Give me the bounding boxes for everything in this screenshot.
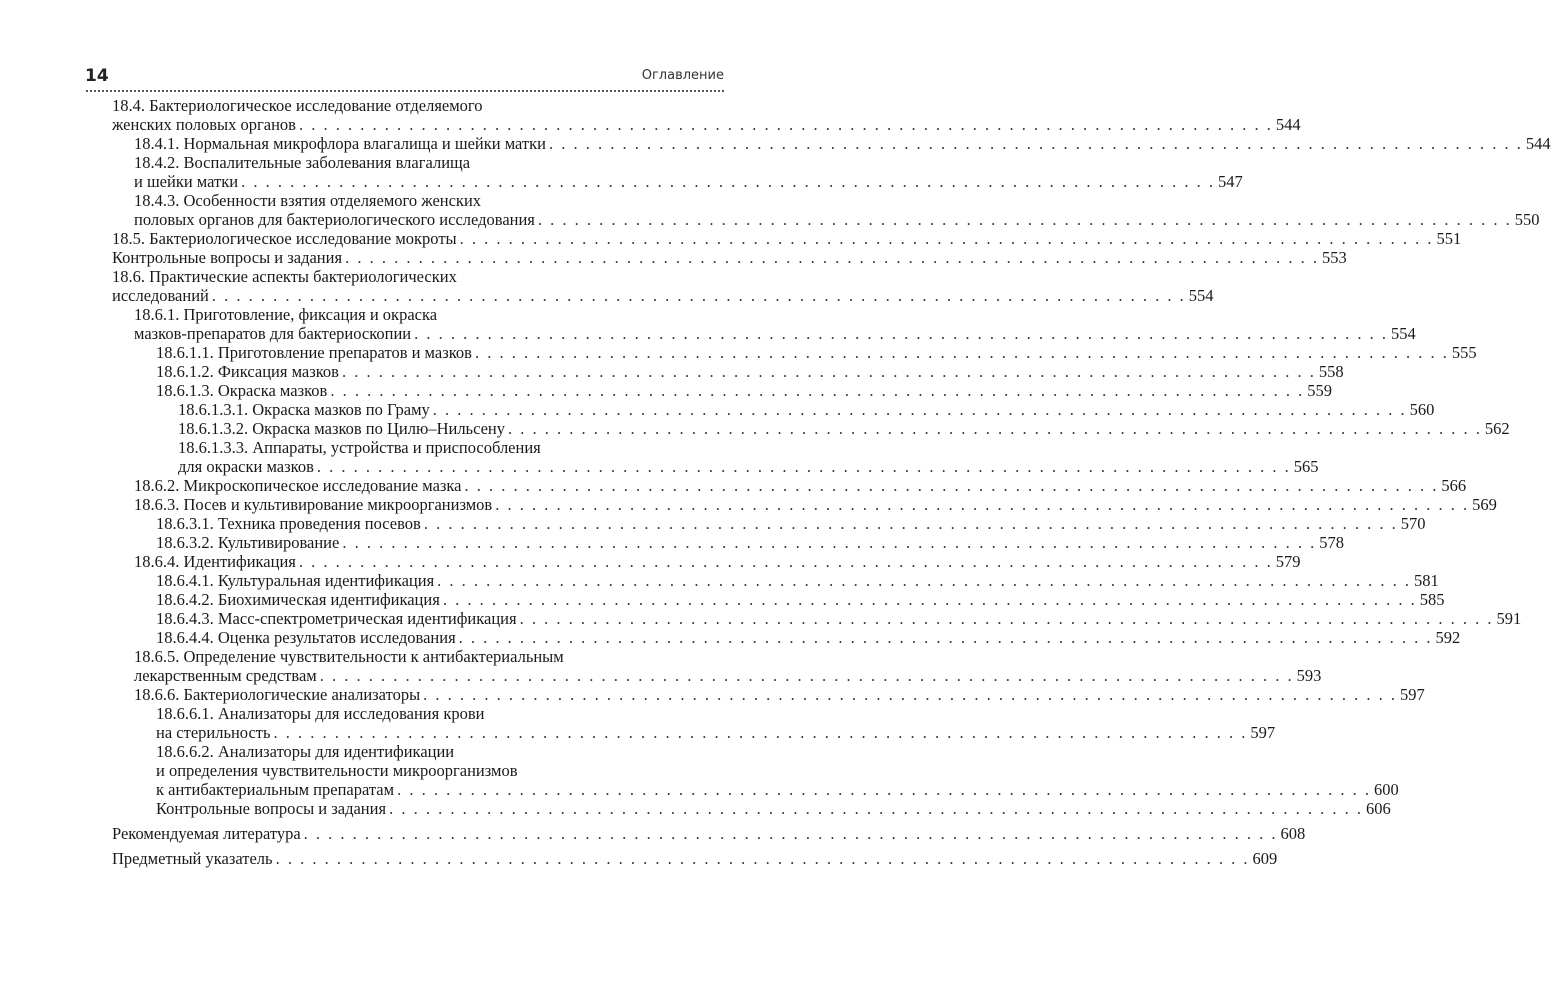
dot-leader: . . . . . . . . . . . . . . . . . . . . . . . . . . . . . . . . . . . . . . . . . . . . . . . . . . . . . . . . . . . . . . . . . . . . . . . . . . . . . . . .	[319, 666, 1294, 685]
toc-entry[interactable]	[112, 305, 1416, 343]
toc-entry-last-line	[112, 571, 1439, 590]
dot-leader: . . . . . . . . . . . . . . . . . . . . . . . . . . . . . . . . . . . . . . . . . . . . . . . . . . . . . . . . . . . . . . . . . . . . . . . . . . . . . . . .	[459, 229, 1434, 248]
toc-page-number: 578	[1319, 533, 1344, 552]
toc-entry[interactable]	[112, 229, 1462, 248]
toc-entry-last-line	[112, 172, 1243, 191]
toc-page-number: 609	[1252, 849, 1278, 868]
toc-page-number: 551	[1436, 229, 1462, 248]
toc-entry-title: 18.6.4.3. Масс-спектрометрическая идентификация	[156, 609, 517, 628]
toc-entry-title: 18.6.4. Идентификация	[134, 552, 296, 571]
toc-entry[interactable]	[112, 362, 1344, 381]
toc-entry-line: 18.4.2. Воспалительные заболевания влагалища	[134, 153, 471, 172]
toc-entry-title: 18.6.1.2. Фиксация мазков	[156, 362, 339, 381]
dot-leader: . . . . . . . . . . . . . . . . . . . . . . . . . . . . . . . . . . . . . . . . . . . . . . . . . . . . . . . . . . . . . . . . . . . . . . . . . . . . . . . .	[423, 685, 1398, 704]
toc-entry[interactable]	[112, 495, 1497, 514]
dot-leader: . . . . . . . . . . . . . . . . . . . . . . . . . . . . . . . . . . . . . . . . . . . . . . . . . . . . . . . . . . . . . . . . . . . . . . . . . . . . . . . .	[341, 362, 1316, 381]
toc-entry-title: 18.6.3.2. Культивирование	[156, 533, 340, 552]
toc-entry-title: для окраски мазков	[178, 457, 314, 476]
dot-leader: . . . . . . . . . . . . . . . . . . . . . . . . . . . . . . . . . . . . . . . . . . . . . . . . . . . . . . . . . . . . . . . . . . . . . . . . . . . . . . . .	[519, 609, 1494, 628]
toc-entry-line: 18.6.6.2. Анализаторы для идентификации	[156, 742, 455, 761]
toc-entry-title: 18.6.6. Бактериологические анализаторы	[134, 685, 421, 704]
dot-leader: . . . . . . . . . . . . . . . . . . . . . . . . . . . . . . . . . . . . . . . . . . . . . . . . . . . . . . . . . . . . . . . . . . . . . . . . . . . . . . . .	[495, 495, 1470, 514]
toc-page-number: 591	[1496, 609, 1522, 628]
toc-page-number: 579	[1275, 552, 1301, 571]
toc-entry[interactable]	[112, 248, 1347, 267]
toc-entry[interactable]	[112, 552, 1301, 571]
toc-page-number: 566	[1441, 476, 1467, 495]
toc-entry[interactable]	[112, 419, 1510, 438]
toc-entry-line: 18.6.1.3.3. Аппараты, устройства и приспособления	[178, 438, 541, 457]
toc-page-number: 606	[1365, 799, 1391, 818]
dot-leader: . . . . . . . . . . . . . . . . . . . . . . . . . . . . . . . . . . . . . . . . . . . . . . . . . . . . . . . . . . . . . . . . . . . . . . . . . . . . . . . .	[389, 799, 1363, 818]
toc-entry-title: 18.6.1.3. Окраска мазков	[156, 381, 328, 400]
toc-entry[interactable]	[112, 400, 1435, 419]
toc-entry-last-line	[112, 286, 1214, 305]
toc-entry-line: 18.4. Бактериологическое исследование отделяемого	[112, 96, 483, 115]
toc-entry-title: лекарственным средствам	[134, 666, 317, 685]
toc-entry[interactable]	[112, 134, 1551, 153]
toc-entry-last-line	[112, 799, 1391, 818]
dot-leader: . . . . . . . . . . . . . . . . . . . . . . . . . . . . . . . . . . . . . . . . . . . . . . . . . . . . . . . . . . . . . . . . . . . . . . . . . . . . . . . .	[464, 476, 1439, 495]
toc-entry[interactable]	[112, 571, 1439, 590]
toc-entry[interactable]	[112, 514, 1426, 533]
toc-page-number: 600	[1373, 780, 1399, 799]
dot-leader: . . . . . . . . . . . . . . . . . . . . . . . . . . . . . . . . . . . . . . . . . . . . . . . . . . . . . . . . . . . . . . . . . . . . . . . . . . . . . . . .	[458, 628, 1433, 647]
dot-leader: . . . . . . . . . . . . . . . . . . . . . . . . . . . . . . . . . . . . . . . . . . . . . . . . . . . . . . . . . . . . . . . . . . . . . . . . . . . . . . . .	[298, 115, 1273, 134]
toc-entry[interactable]	[112, 609, 1522, 628]
toc-entry-last-line	[112, 343, 1477, 362]
toc-entry-last-line	[112, 324, 1416, 343]
toc-page-number: 550	[1514, 210, 1540, 229]
toc-page-number: 553	[1321, 248, 1347, 267]
toc-page-number: 547	[1217, 172, 1243, 191]
toc-entry-title: 18.6.4.1. Культуральная идентификация	[156, 571, 435, 590]
toc-page-number: 544	[1275, 115, 1301, 134]
dot-leader: . . . . . . . . . . . . . . . . . . . . . . . . . . . . . . . . . . . . . . . . . . . . . . . . . . . . . . . . . . . . . . . . . . . . . . . . . . . . . . . .	[397, 780, 1371, 799]
toc-entry-last-line	[112, 476, 1467, 495]
toc-entry-title: на стерильность	[156, 723, 271, 742]
toc-entry-title: и шейки матки	[134, 172, 239, 191]
toc-entry-line: 18.6.1. Приготовление, фиксация и окраска	[134, 305, 438, 324]
toc-entry[interactable]	[112, 476, 1467, 495]
toc-entry-last-line	[112, 419, 1510, 438]
toc-entry[interactable]	[112, 343, 1477, 362]
toc-entry-title: Рекомендуемая литература	[112, 824, 301, 843]
toc-entry-line: 18.6. Практические аспекты бактериологических	[112, 267, 457, 286]
dot-leader: . . . . . . . . . . . . . . . . . . . . . . . . . . . . . . . . . . . . . . . . . . . . . . . . . . . . . . . . . . . . . . . . . . . . . . . . . . . . . . . .	[275, 849, 1250, 868]
toc-entry-line: и определения чувствительности микроорганизмов	[156, 761, 518, 780]
toc-page-number: 608	[1280, 824, 1306, 843]
toc-page-number: 565	[1293, 457, 1319, 476]
toc-page-number: 562	[1484, 419, 1510, 438]
dot-leader: . . . . . . . . . . . . . . . . . . . . . . . . . . . . . . . . . . . . . . . . . . . . . . . . . . . . . . . . . . . . . . . . . . . . . . . . . . . . . . . .	[303, 824, 1278, 843]
toc-page-number: 581	[1414, 571, 1439, 590]
toc-entry-last-line	[112, 552, 1301, 571]
dot-leader: . . . . . . . . . . . . . . . . . . . . . . . . . . . . . . . . . . . . . . . . . . . . . . . . . . . . . . . . . . . . . . . . . . . . . . . . . . . . . . . .	[537, 210, 1512, 229]
toc-entry-last-line	[112, 590, 1445, 609]
toc-entry-line: 18.4.3. Особенности взятия отделяемого женских	[134, 191, 482, 210]
dot-leader: . . . . . . . . . . . . . . . . . . . . . . . . . . . . . . . . . . . . . . . . . . . . . . . . . . . . . . . . . . . . . . . . . . . . . . . . . . . . . . . .	[345, 248, 1319, 267]
toc-page-number: 592	[1435, 628, 1461, 647]
dot-leader: . . . . . . . . . . . . . . . . . . . . . . . . . . . . . . . . . . . . . . . . . . . . . . . . . . . . . . . . . . . . . . . . . . . . . . . . . . . . . . . .	[298, 552, 1273, 571]
toc-entry-last-line	[112, 685, 1425, 704]
toc-entry[interactable]	[112, 647, 1322, 685]
toc-entry-title: мазков-препаратов для бактериоскопии	[134, 324, 412, 343]
toc-page-number: 560	[1409, 400, 1435, 419]
dot-leader: . . . . . . . . . . . . . . . . . . . . . . . . . . . . . . . . . . . . . . . . . . . . . . . . . . . . . . . . . . . . . . . . . . . . . . . . . . . . . . . .	[437, 571, 1412, 590]
toc-page-number: 544	[1525, 134, 1551, 153]
toc-page-number: 554	[1391, 324, 1416, 343]
toc-entry-title: половых органов для бактериологического исследования	[134, 210, 535, 229]
running-head: Оглавление	[641, 68, 724, 83]
toc-entry-title: 18.6.4.4. Оценка результатов исследования	[156, 628, 456, 647]
toc-entry[interactable]	[112, 704, 1276, 742]
toc-entry-last-line	[112, 780, 1399, 799]
dot-leader: . . . . . . . . . . . . . . . . . . . . . . . . . . . . . . . . . . . . . . . . . . . . . . . . . . . . . . . . . . . . . . . . . . . . . . . . . . . . . . . .	[508, 419, 1482, 438]
toc-entry-title: исследований	[112, 286, 209, 305]
toc-entry[interactable]	[112, 799, 1391, 818]
toc-page-number: 559	[1307, 381, 1332, 400]
header-dotted-rule	[86, 90, 724, 92]
dot-leader: . . . . . . . . . . . . . . . . . . . . . . . . . . . . . . . . . . . . . . . . . . . . . . . . . . . . . . . . . . . . . . . . . . . . . . . . . . . . . . . .	[423, 514, 1398, 533]
toc-entry-last-line	[112, 824, 1306, 843]
toc-entry-title: женских половых органов	[112, 115, 296, 134]
toc-page-number: 597	[1400, 685, 1425, 704]
dot-leader: . . . . . . . . . . . . . . . . . . . . . . . . . . . . . . . . . . . . . . . . . . . . . . . . . . . . . . . . . . . . . . . . . . . . . . . . . . . . . . . .	[474, 343, 1449, 362]
toc-entry-last-line	[112, 849, 1278, 868]
toc-entry[interactable]	[112, 742, 1399, 799]
toc-page-number: 554	[1188, 286, 1214, 305]
toc-entry[interactable]	[112, 533, 1344, 552]
dot-leader: . . . . . . . . . . . . . . . . . . . . . . . . . . . . . . . . . . . . . . . . . . . . . . . . . . . . . . . . . . . . . . . . . . . . . . . . . . . . . . . .	[442, 590, 1417, 609]
toc-entry-last-line	[112, 248, 1347, 267]
toc-entry[interactable]	[112, 381, 1332, 400]
toc-entry-title: 18.6.1.3.1. Окраска мазков по Граму	[178, 400, 430, 419]
dot-leader: . . . . . . . . . . . . . . . . . . . . . . . . . . . . . . . . . . . . . . . . . . . . . . . . . . . . . . . . . . . . . . . . . . . . . . . . . . . . . . . .	[549, 134, 1523, 153]
toc-page-number: 569	[1472, 495, 1497, 514]
dot-leader: . . . . . . . . . . . . . . . . . . . . . . . . . . . . . . . . . . . . . . . . . . . . . . . . . . . . . . . . . . . . . . . . . . . . . . . . . . . . . . . .	[330, 381, 1305, 400]
dot-leader: . . . . . . . . . . . . . . . . . . . . . . . . . . . . . . . . . . . . . . . . . . . . . . . . . . . . . . . . . . . . . . . . . . . . . . . . . . . . . . . .	[273, 723, 1248, 742]
dot-leader: . . . . . . . . . . . . . . . . . . . . . . . . . . . . . . . . . . . . . . . . . . . . . . . . . . . . . . . . . . . . . . . . . . . . . . . . . . . . . . . .	[432, 400, 1407, 419]
toc-entry-last-line	[112, 381, 1332, 400]
toc-entry[interactable]	[112, 590, 1445, 609]
toc-page-number: 593	[1296, 666, 1322, 685]
dot-leader: . . . . . . . . . . . . . . . . . . . . . . . . . . . . . . . . . . . . . . . . . . . . . . . . . . . . . . . . . . . . . . . . . . . . . . . . . . . . . . . .	[316, 457, 1291, 476]
toc-entry-title: 18.6.2. Микроскопическое исследование мазка	[134, 476, 462, 495]
toc-entry-title: 18.6.3.1. Техника проведения посевов	[156, 514, 421, 533]
toc-entry-line: 18.6.6.1. Анализаторы для исследования крови	[156, 704, 485, 723]
toc-entry[interactable]	[112, 153, 1243, 191]
table-of-contents	[112, 96, 1551, 868]
toc-entry[interactable]	[112, 191, 1540, 229]
dot-leader: . . . . . . . . . . . . . . . . . . . . . . . . . . . . . . . . . . . . . . . . . . . . . . . . . . . . . . . . . . . . . . . . . . . . . . . . . . . . . . . .	[241, 172, 1215, 191]
toc-entry-last-line	[112, 229, 1462, 248]
toc-page-number: 558	[1318, 362, 1344, 381]
toc-page-number: 555	[1451, 343, 1477, 362]
toc-entry-last-line	[112, 362, 1344, 381]
toc-entry-title: 18.6.3. Посев и культивирование микроорганизмов	[134, 495, 493, 514]
toc-entry-last-line	[112, 628, 1461, 647]
dot-leader: . . . . . . . . . . . . . . . . . . . . . . . . . . . . . . . . . . . . . . . . . . . . . . . . . . . . . . . . . . . . . . . . . . . . . . . . . . . . . . . .	[211, 286, 1186, 305]
page-number: 14	[85, 66, 109, 86]
toc-entry-title: к антибактериальным препаратам	[156, 780, 395, 799]
dot-leader: . . . . . . . . . . . . . . . . . . . . . . . . . . . . . . . . . . . . . . . . . . . . . . . . . . . . . . . . . . . . . . . . . . . . . . . . . . . . . . . .	[342, 533, 1317, 552]
toc-entry-last-line	[112, 400, 1435, 419]
toc-entry-last-line	[112, 666, 1322, 685]
toc-entry-title: 18.6.1.1. Приготовление препаратов и мазков	[156, 343, 472, 362]
toc-page-number: 597	[1250, 723, 1276, 742]
toc-entry-title: 18.6.1.3.2. Окраска мазков по Цилю–Нильсену	[178, 419, 506, 438]
toc-entry-title: Контрольные вопросы и задания	[156, 799, 387, 818]
toc-entry[interactable]	[112, 438, 1319, 476]
toc-entry-last-line	[112, 533, 1344, 552]
dot-leader: . . . . . . . . . . . . . . . . . . . . . . . . . . . . . . . . . . . . . . . . . . . . . . . . . . . . . . . . . . . . . . . . . . . . . . . . . . . . . . . .	[414, 324, 1388, 343]
toc-entry-last-line	[112, 723, 1276, 742]
toc-page-number: 570	[1400, 514, 1426, 533]
toc-entry-last-line	[112, 457, 1319, 476]
toc-entry-title: Контрольные вопросы и задания	[112, 248, 343, 267]
toc-entry[interactable]	[112, 685, 1425, 704]
toc-entry-line: 18.6.5. Определение чувствительности к антибактериальным	[134, 647, 564, 666]
toc-entry-title: 18.5. Бактериологическое исследование мокроты	[112, 229, 457, 248]
toc-entry[interactable]	[112, 628, 1461, 647]
toc-entry-title: Предметный указатель	[112, 849, 273, 868]
toc-entry-title: 18.4.1. Нормальная микрофлора влагалища и шейки матки	[134, 134, 546, 153]
toc-entry-last-line	[112, 514, 1426, 533]
toc-entry[interactable]	[112, 267, 1214, 305]
toc-page-number: 585	[1419, 590, 1445, 609]
toc-entry[interactable]	[112, 824, 1306, 843]
toc-entry[interactable]	[112, 849, 1278, 868]
toc-entry-last-line	[112, 134, 1551, 153]
toc-entry-last-line	[112, 115, 1301, 134]
toc-entry[interactable]	[112, 96, 1301, 134]
toc-entry-last-line	[112, 609, 1522, 628]
toc-entry-last-line	[112, 495, 1497, 514]
toc-entry-title: 18.6.4.2. Биохимическая идентификация	[156, 590, 440, 609]
toc-entry-last-line	[112, 210, 1540, 229]
